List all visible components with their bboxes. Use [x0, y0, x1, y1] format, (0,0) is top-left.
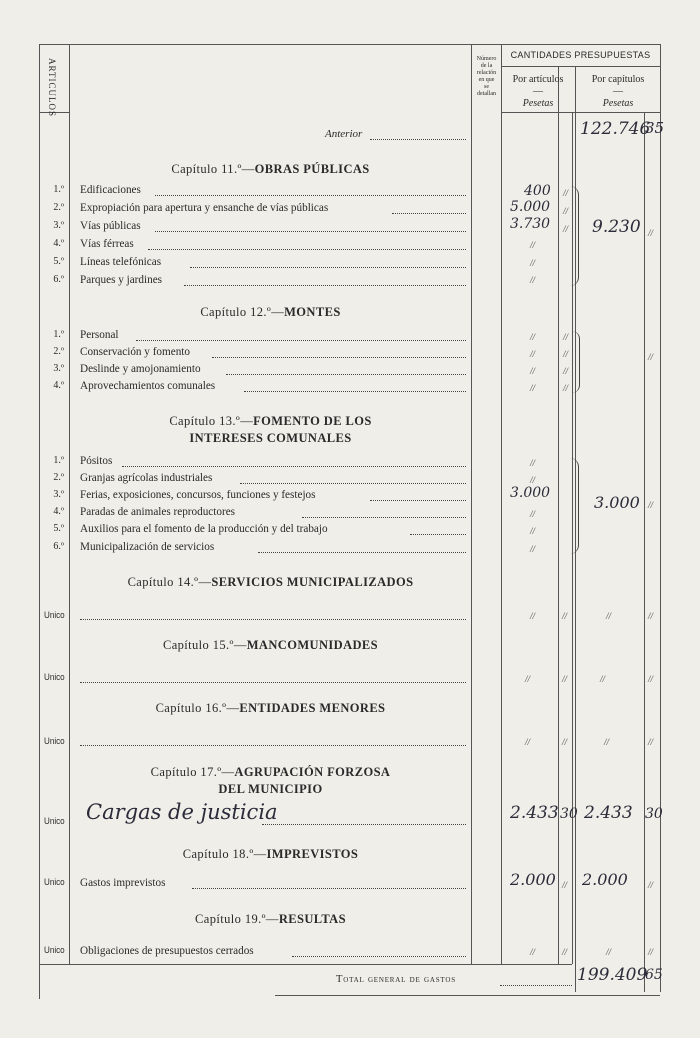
- chapter-18-title: Capítulo 18.º—IMPREVISTOS: [182, 847, 359, 861]
- chapter-16-title: Capítulo 16.º—ENTIDADES MENORES: [155, 701, 386, 715]
- c13-item-1-label: Pósitos: [80, 455, 113, 467]
- c11-mark-1: //: [563, 188, 569, 198]
- c16-mark-3: //: [604, 737, 610, 747]
- c18-item-label: Gastos imprevistos: [80, 877, 166, 889]
- c15-mark-4: //: [648, 674, 654, 684]
- relacion-line-1: Número: [476, 56, 497, 62]
- c13-mark-5: //: [530, 526, 536, 536]
- frame-capitulos-amount-line: [644, 112, 645, 992]
- c12-item-3-label: Deslinde y amojonamiento: [80, 363, 201, 375]
- anterior-cents: 35: [645, 119, 665, 137]
- chapter-13-title-line2: INTERESES COMUNALES: [189, 431, 352, 445]
- c13-item-5-num: 5.º: [53, 523, 64, 534]
- total-label: Total general de gastos: [336, 974, 456, 985]
- chapter-17-title-line2: DEL MUNICIPIO: [218, 782, 323, 796]
- c11-item-3-num: 3.º: [53, 220, 64, 231]
- c13-brace: [570, 458, 579, 554]
- c11-item-4-num: 4.º: [53, 238, 64, 249]
- c19-unico: Unico: [44, 945, 65, 956]
- frame-articulos-line: [69, 44, 70, 964]
- c12-item-4-dots: [244, 391, 466, 392]
- c12-item-1-num: 1.º: [53, 329, 64, 340]
- anterior-amount: 122.746: [580, 119, 651, 139]
- c11-item-1-dots: [155, 195, 466, 196]
- c19-mark-3: //: [606, 947, 612, 957]
- relacion-line-5: se: [484, 84, 489, 90]
- c17-total-cents: 30: [645, 806, 663, 822]
- anterior-dots: [370, 139, 466, 140]
- por-capitulos-label: Por capítulos: [591, 74, 645, 85]
- total-cents: 65: [645, 967, 663, 983]
- c16-mark-4: //: [648, 737, 654, 747]
- c19-mark-2: //: [562, 947, 568, 957]
- c12-item-2-dots: [212, 357, 466, 358]
- c13-total-amount: 3.000: [594, 493, 640, 512]
- c17-item-label: Cargas de justicia: [86, 800, 278, 824]
- frame-relacion-left-line: [471, 44, 472, 964]
- c13-mark-4: //: [530, 509, 536, 519]
- c13-item-6-dots: [258, 552, 466, 553]
- header-cantidades-line: [501, 66, 660, 67]
- chapter-13-title: Capítulo 13.º—FOMENTO DE LOS: [169, 414, 372, 428]
- c12-mark-2: //: [530, 349, 536, 359]
- por-capitulos-pesetas: Pesetas: [602, 98, 634, 109]
- c17-total-amount: 2.433: [584, 803, 633, 823]
- por-articulos-header: [501, 74, 575, 110]
- c17-unico: Unico: [44, 816, 65, 827]
- c12-item-1-dots: [136, 340, 466, 341]
- c11-item-2-num: 2.º: [53, 202, 64, 213]
- c13-item-5-label: Auxilios para el fomento de la producción y del trabajo: [80, 523, 328, 535]
- chapter-15-title: Capítulo 15.º—MANCOMUNIDADES: [162, 638, 379, 652]
- c12-item-4-label: Aprovechamientos comunales: [80, 380, 216, 392]
- c11-item-2-dots: [392, 213, 466, 214]
- c12-brace: [572, 331, 580, 393]
- c12-mark-3: //: [530, 366, 536, 376]
- c11-item-1-label: Edificaciones: [80, 184, 141, 196]
- c15-mark-1: //: [525, 674, 531, 684]
- c14-unico: Unico: [44, 610, 65, 621]
- c16-mark-2: //: [562, 737, 568, 747]
- c18-total-amount: 2.000: [582, 870, 628, 889]
- c16-mark-1: //: [525, 737, 531, 747]
- c11-mark-2: //: [563, 206, 569, 216]
- relacion-line-6: detallan: [477, 91, 496, 97]
- c12-mark-6: //: [563, 349, 569, 359]
- c13-item-2-dots: [240, 483, 466, 484]
- cantidades-header: CANTIDADES PRESUPUESTAS: [510, 50, 651, 60]
- relacion-line-3: relación: [476, 70, 497, 76]
- c11-total-mark: //: [648, 228, 654, 238]
- c13-item-6-label: Municipalización de servicios: [80, 541, 215, 553]
- c14-mark-3: //: [606, 611, 612, 621]
- c14-dots: [80, 619, 466, 620]
- por-articulos-label: Por artículos: [512, 74, 564, 85]
- frame-right-line: [660, 44, 661, 992]
- c11-item-5-dots: [190, 267, 466, 268]
- c11-item-5-num: 5.º: [53, 256, 64, 267]
- frame-articulos-amount-line: [558, 66, 559, 964]
- c13-total-mark: //: [648, 500, 654, 510]
- c19-item-label: Obligaciones de presupuestos cerrados: [80, 945, 254, 957]
- c14-mark-1: //: [530, 611, 536, 621]
- c11-mark-5: //: [530, 258, 536, 268]
- anterior-label: Anterior: [325, 128, 363, 140]
- chapter-12-title: Capítulo 12.º—MONTES: [200, 305, 341, 319]
- c12-mark-7: //: [563, 366, 569, 376]
- frame-relacion-right-line: [501, 44, 502, 964]
- c13-item-5-dots: [410, 534, 466, 535]
- c19-mark-1: //: [530, 947, 536, 957]
- c15-mark-3: //: [600, 674, 606, 684]
- c11-item-3-label: Vías públicas: [80, 220, 141, 232]
- relacion-line-4: en que: [478, 77, 495, 83]
- c13-mark-2: //: [530, 475, 536, 485]
- c19-dots: [292, 956, 466, 957]
- c19-mark-4: //: [648, 947, 654, 957]
- c11-item-4-label: Vías férreas: [80, 238, 134, 250]
- c12-item-2-num: 2.º: [53, 346, 64, 357]
- c11-mark-6: //: [530, 275, 536, 285]
- articulos-header: ARTICULOS: [47, 58, 57, 117]
- c13-item-2-label: Granjas agrícolas industriales: [80, 472, 213, 484]
- c18-mark-1: //: [562, 880, 568, 890]
- c13-item-3-num: 3.º: [53, 489, 64, 500]
- c15-unico: Unico: [44, 672, 65, 683]
- c13-item-1-num: 1.º: [53, 455, 64, 466]
- c12-mark-8: //: [563, 383, 569, 393]
- total-amount: 199.409: [577, 965, 648, 985]
- c14-mark-2: //: [562, 611, 568, 621]
- por-articulos-dash: —: [533, 86, 543, 97]
- c12-item-4-num: 4.º: [53, 380, 64, 391]
- por-articulos-pesetas: Pesetas: [522, 98, 554, 109]
- c14-mark-4: //: [648, 611, 654, 621]
- frame-top-line: [39, 44, 660, 45]
- c11-item-3-dots: [155, 231, 466, 232]
- c11-item-1-amount: 400: [524, 183, 551, 199]
- c11-item-3-amount: 3.730: [510, 216, 551, 232]
- c13-item-4-label: Paradas de animales reproductores: [80, 506, 236, 518]
- c12-item-2-label: Conservación y fomento: [80, 346, 190, 358]
- c11-mark-3: //: [563, 224, 569, 234]
- c13-item-4-dots: [302, 517, 466, 518]
- table-bottom-line: [39, 964, 572, 965]
- c13-mark-1: //: [530, 458, 536, 468]
- c12-item-3-dots: [226, 374, 466, 375]
- c12-item-1-label: Personal: [80, 329, 119, 341]
- frame-left-line: [39, 44, 40, 999]
- c13-item-3-amount: 3.000: [510, 485, 551, 501]
- c11-item-6-label: Parques y jardines: [80, 274, 163, 286]
- header-bottom-line: [501, 112, 660, 113]
- c12-total-mark: //: [648, 352, 654, 362]
- c13-item-2-num: 2.º: [53, 472, 64, 483]
- c15-dots: [80, 682, 466, 683]
- c18-unico: Unico: [44, 877, 65, 888]
- c11-mark-4: //: [530, 240, 536, 250]
- numero-relacion-header: [472, 56, 501, 98]
- c17-dots: [262, 824, 466, 825]
- total-dots: [500, 985, 572, 986]
- c11-item-2-amount: 5.000: [510, 199, 551, 215]
- c12-mark-5: //: [563, 332, 569, 342]
- c13-mark-6: //: [530, 544, 536, 554]
- c11-item-6-num: 6.º: [53, 274, 64, 285]
- c13-item-4-num: 4.º: [53, 506, 64, 517]
- c16-dots: [80, 745, 466, 746]
- c15-mark-2: //: [562, 674, 568, 684]
- c17-item-amount: 2.433: [510, 803, 559, 823]
- c11-item-1-num: 1.º: [53, 184, 64, 195]
- c12-mark-1: //: [530, 332, 536, 342]
- c18-mark-2: //: [648, 880, 654, 890]
- total-underline: [275, 995, 660, 996]
- por-capitulos-header: [576, 74, 660, 110]
- c11-item-4-dots: [148, 249, 466, 250]
- c18-dots: [192, 888, 466, 889]
- c16-unico: Unico: [44, 736, 65, 747]
- chapter-19-title: Capítulo 19.º—RESULTAS: [195, 912, 346, 926]
- c11-item-2-label: Expropiación para apertura y ensanche de vías públicas: [80, 202, 329, 214]
- c18-item-amount: 2.000: [510, 870, 556, 889]
- c11-item-6-dots: [184, 285, 466, 286]
- c13-item-1-dots: [122, 466, 466, 467]
- c11-total-amount: 9.230: [592, 217, 641, 237]
- c13-item-6-num: 6.º: [53, 541, 64, 552]
- c11-brace: [570, 186, 579, 286]
- c12-item-3-num: 3.º: [53, 363, 64, 374]
- c11-item-5-label: Líneas telefónicas: [80, 256, 162, 268]
- c17-item-cents: 30: [560, 806, 578, 822]
- c13-item-3-label: Ferias, exposiciones, concursos, funciones y festejos: [80, 489, 316, 501]
- c12-mark-4: //: [530, 383, 536, 393]
- chapter-17-title: Capítulo 17.º—AGRUPACIÓN FORZOSA: [150, 765, 391, 779]
- por-capitulos-dash: —: [613, 86, 623, 97]
- c13-item-3-dots: [370, 500, 466, 501]
- chapter-11-title: Capítulo 11.º—OBRAS PÚBLICAS: [171, 162, 370, 176]
- relacion-line-2: de la: [480, 63, 493, 69]
- chapter-14-title: Capítulo 14.º—SERVICIOS MUNICIPALIZADOS: [127, 575, 414, 589]
